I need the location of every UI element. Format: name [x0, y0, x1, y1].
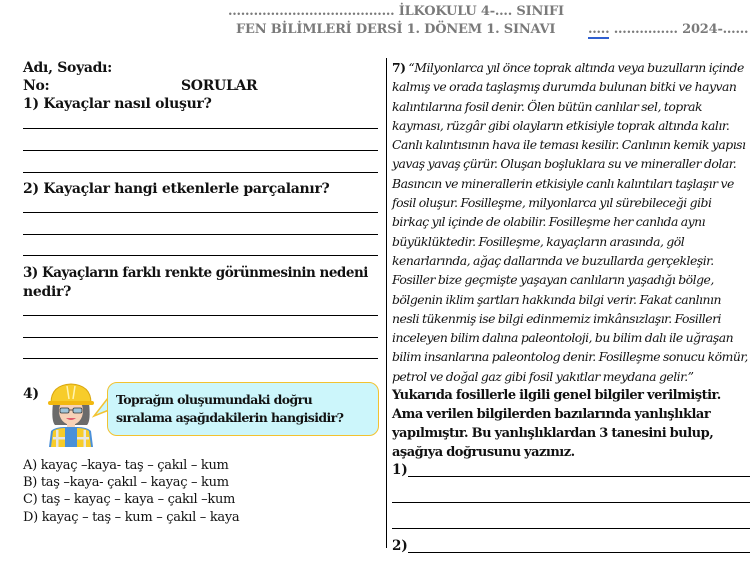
- worker-woman-hardhat-icon: [43, 381, 99, 447]
- date-day-blank[interactable]: …..: [588, 22, 610, 37]
- question-7: [392, 58, 750, 572]
- option-a[interactable]: A) kayaç –kaya- taş – çakıl – kum: [23, 458, 229, 473]
- answer-1-label: 1): [392, 462, 408, 479]
- answer-2-label: 2): [392, 538, 408, 555]
- option-c[interactable]: C) taş – kayaç – kaya – çakıl –kum: [23, 492, 236, 507]
- answer-line-q7-4[interactable]: [408, 552, 750, 553]
- school-class-line: ………………………………… İLKOKULU 4-…. SINIFI: [228, 4, 564, 19]
- answer-line-q7-2[interactable]: [392, 502, 750, 503]
- answer-line-q1-1[interactable]: [23, 128, 378, 129]
- question-7-instruction: Yukarıda fosillerle ilgili genel bilgiler verilmiştir. Ama verilen bilgilerden bazılarında yanlışlıklar yapılmıştır. Bu yanlışlıklardan 3 tanesini bulup, aşağıya doğrusunu yazınız.: [392, 388, 721, 461]
- answer-line-q3-2[interactable]: [23, 337, 378, 338]
- answer-line-q7-3[interactable]: [392, 528, 750, 529]
- option-b[interactable]: B) taş –kaya- çakıl – kayaç – kum: [23, 475, 229, 490]
- question-2: 2) Kayaçlar hangi etkenlerle parçalanır?: [23, 181, 330, 197]
- question-1: 1) Kayaçlar nasıl oluşur?: [23, 96, 212, 112]
- bubble-line-1: Toprağın oluşumundaki doğru: [116, 392, 313, 407]
- answer-line-q7-1[interactable]: [408, 476, 750, 477]
- student-name-label: Adı, Soyadı:: [23, 60, 113, 76]
- exam-title: FEN BİLİMLERİ DERSİ 1. DÖNEM 1. SINAVI: [236, 22, 556, 37]
- question-7-number: 7): [392, 60, 406, 75]
- date-rest: …………… 2024-……: [609, 22, 749, 37]
- answer-line-q2-3[interactable]: [23, 255, 378, 256]
- answer-line-q3-1[interactable]: [23, 315, 378, 316]
- student-number-label: No:: [23, 78, 50, 94]
- column-divider: [386, 58, 387, 548]
- fossil-paragraph: [392, 58, 750, 386]
- answer-line-q1-2[interactable]: [23, 150, 378, 151]
- fossil-paragraph-text: “Milyonlarca yıl önce toprak altında veya buzulların içinde kalmış ve orada taşlaşmış durumda bulunan bitki ve hayvan kalıntılarına fosil denir. Ölen bütün canlılar sel, toprak kayması, rüzgâr gibi olayların etkisiyle toprak altında kalır. Canlı kalıntısının hava ile teması kesilir. Canlının kemik yapısı yavaş yavaş çürür. Oluşan boşluklara su ve mineraller dolar. Basıncın ve minerallerin etkisiyle canlı kalıntıları taşlaşır ve fosil oluşur. Fosilleşme, milyonlarca yıl sürebileceği gibi birkaç yıl içinde de olabilir. Fosilleşme her canlıda aynı büyüklüktedir. Fosilleşme, kayaçların arasında, göl kenarlarında, ağaç dallarında ve buzullarda gerçekleşir. Fosiller bize geçmişte yaşayan canlıların yaşadığı bölge, bölgenin iklim şartları hakkında bilgi verir. Fakat canlının nesli tükenmiş ise bilgi edinmemiz imkânsızlaşır. Fosilleri inceleyen bilim dalına paleontoloji, bu bilim dalı ile uğraşan bilim insanlarına paleontolog denir. Fosilleşme sonucu kömür, petrol ve doğal gaz gibi fosil yakıtlar meydana gelir.”: [392, 60, 748, 384]
- speech-bubble-text: [116, 391, 343, 427]
- answer-line-q1-3[interactable]: [23, 172, 378, 173]
- section-title: SORULAR: [181, 78, 258, 94]
- exam-date: [588, 22, 748, 38]
- bubble-line-2: sıralama aşağıdakilerin hangisidir?: [116, 410, 344, 425]
- question-4-number: 4): [23, 386, 39, 402]
- answer-line-q2-1[interactable]: [23, 212, 378, 213]
- answer-line-q3-3[interactable]: [23, 358, 378, 359]
- answer-line-q2-2[interactable]: [23, 234, 378, 235]
- question-7-answer-area: [392, 462, 750, 572]
- question-3-line-2: nedir?: [23, 284, 71, 300]
- option-d[interactable]: D) kayaç – taş – kum – çakıl – kaya: [23, 510, 240, 525]
- question-3-line-1: 3) Kayaçların farklı renkte görünmesinin nedeni: [23, 265, 368, 281]
